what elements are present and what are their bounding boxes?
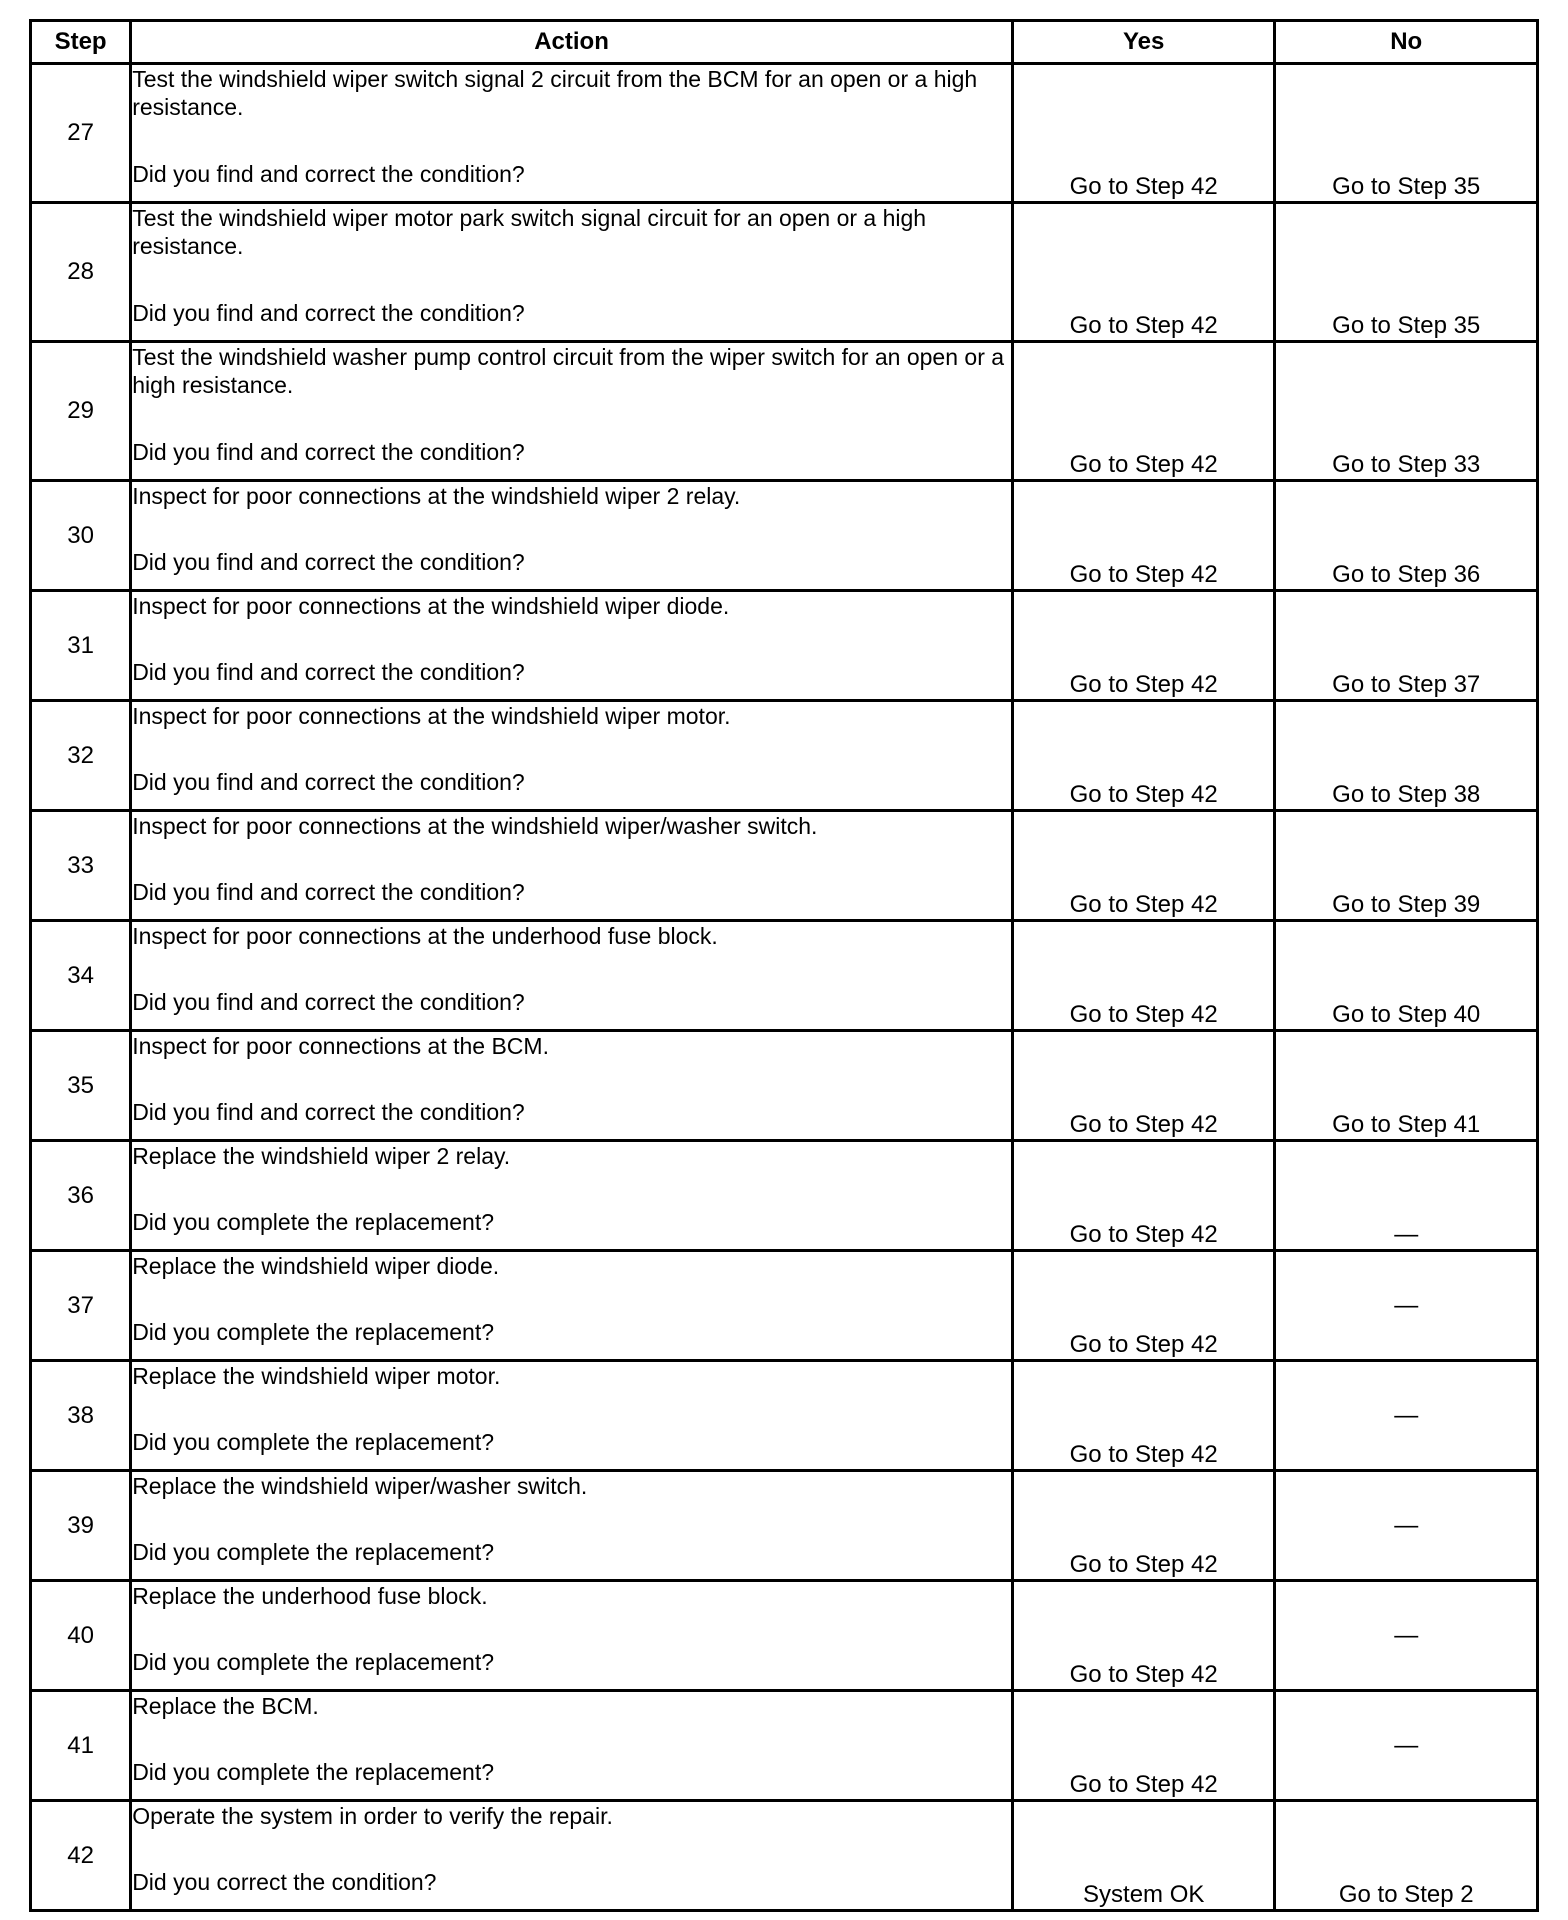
- table-row: [31, 203, 1538, 342]
- action-text: Replace the windshield wiper 2 relay.: [132, 1143, 511, 1169]
- yes-result: Go to Step 42: [1012, 591, 1275, 701]
- action-question: Did you complete the replacement?: [132, 1209, 494, 1235]
- action-question: Did you complete the replacement?: [132, 1319, 494, 1345]
- yes-result: Go to Step 42: [1012, 1691, 1275, 1801]
- table-row: [31, 1031, 1538, 1141]
- action-cell: [131, 1801, 1013, 1911]
- action-text: Inspect for poor connections at the BCM.: [132, 1033, 549, 1059]
- action-text: Test the windshield wiper motor park switch signal circuit for an open or a high resistance.: [132, 205, 927, 259]
- yes-result: Go to Step 42: [1012, 1031, 1275, 1141]
- action-text: Inspect for poor connections at the windshield wiper/washer switch.: [132, 813, 818, 839]
- no-result: —: [1275, 1471, 1538, 1581]
- action-text: Test the windshield washer pump control circuit from the wiper switch for an open or a high resistance.: [132, 344, 1005, 398]
- action-cell: [131, 64, 1013, 203]
- action-question: Did you complete the replacement?: [132, 1759, 494, 1785]
- no-result: Go to Step 35: [1275, 64, 1538, 203]
- step-number: 28: [31, 203, 131, 342]
- action-cell: [131, 1031, 1013, 1141]
- action-question: Did you find and correct the condition?: [132, 1099, 525, 1125]
- table-row: [31, 64, 1538, 203]
- table-row: [31, 811, 1538, 921]
- action-cell: [131, 342, 1013, 481]
- step-number: 38: [31, 1361, 131, 1471]
- yes-result: Go to Step 42: [1012, 203, 1275, 342]
- action-question: Did you find and correct the condition?: [132, 300, 525, 326]
- header-row: [31, 21, 1538, 64]
- yes-result: Go to Step 42: [1012, 64, 1275, 203]
- table-body: [31, 64, 1538, 1911]
- action-question: Did you find and correct the condition?: [132, 989, 525, 1015]
- action-question: Did you find and correct the condition?: [132, 439, 525, 465]
- step-number: 31: [31, 591, 131, 701]
- action-question: Did you complete the replacement?: [132, 1429, 494, 1455]
- header-step: Step: [31, 21, 131, 64]
- action-text: Replace the windshield wiper motor.: [132, 1363, 501, 1389]
- table-row: [31, 921, 1538, 1031]
- action-text: Test the windshield wiper switch signal 2 circuit from the BCM for an open or a high resistance.: [132, 66, 978, 120]
- step-number: 40: [31, 1581, 131, 1691]
- no-result: Go to Step 40: [1275, 921, 1538, 1031]
- no-result: Go to Step 2: [1275, 1801, 1538, 1911]
- action-cell: [131, 591, 1013, 701]
- step-number: 33: [31, 811, 131, 921]
- step-number: 42: [31, 1801, 131, 1911]
- action-question: Did you find and correct the condition?: [132, 769, 525, 795]
- yes-result: Go to Step 42: [1012, 701, 1275, 811]
- no-result: Go to Step 36: [1275, 481, 1538, 591]
- no-result: —: [1275, 1691, 1538, 1801]
- no-result: Go to Step 35: [1275, 203, 1538, 342]
- yes-result: Go to Step 42: [1012, 1141, 1275, 1251]
- action-question: Did you find and correct the condition?: [132, 549, 525, 575]
- action-cell: [131, 1141, 1013, 1251]
- no-result: Go to Step 38: [1275, 701, 1538, 811]
- action-cell: [131, 811, 1013, 921]
- table-row: [31, 1691, 1538, 1801]
- no-result: Go to Step 37: [1275, 591, 1538, 701]
- table-row: [31, 342, 1538, 481]
- action-cell: [131, 701, 1013, 811]
- table-row: [31, 1471, 1538, 1581]
- diagnostic-table: [29, 19, 1539, 1912]
- header-action: Action: [131, 21, 1013, 64]
- yes-result: Go to Step 42: [1012, 1361, 1275, 1471]
- step-number: 34: [31, 921, 131, 1031]
- action-cell: [131, 203, 1013, 342]
- table-row: [31, 1361, 1538, 1471]
- table-row: [31, 591, 1538, 701]
- no-result: —: [1275, 1251, 1538, 1361]
- table-row: [31, 701, 1538, 811]
- action-text: Inspect for poor connections at the windshield wiper diode.: [132, 593, 730, 619]
- step-number: 36: [31, 1141, 131, 1251]
- no-result: —: [1275, 1361, 1538, 1471]
- action-cell: [131, 1691, 1013, 1801]
- action-text: Replace the underhood fuse block.: [132, 1583, 488, 1609]
- no-result: —: [1275, 1141, 1538, 1251]
- action-text: Inspect for poor connections at the underhood fuse block.: [132, 923, 718, 949]
- action-question: Did you correct the condition?: [132, 1869, 437, 1895]
- action-question: Did you find and correct the condition?: [132, 161, 525, 187]
- table-row: [31, 1801, 1538, 1911]
- action-question: Did you complete the replacement?: [132, 1649, 494, 1675]
- action-cell: [131, 1251, 1013, 1361]
- action-text: Inspect for poor connections at the windshield wiper 2 relay.: [132, 483, 741, 509]
- action-cell: [131, 1471, 1013, 1581]
- action-cell: [131, 1361, 1013, 1471]
- yes-result: Go to Step 42: [1012, 342, 1275, 481]
- table-row: [31, 1141, 1538, 1251]
- no-result: —: [1275, 1581, 1538, 1691]
- header-no: No: [1275, 21, 1538, 64]
- header-yes: Yes: [1012, 21, 1275, 64]
- no-result: Go to Step 33: [1275, 342, 1538, 481]
- step-number: 27: [31, 64, 131, 203]
- yes-result: Go to Step 42: [1012, 1581, 1275, 1691]
- action-question: Did you complete the replacement?: [132, 1539, 494, 1565]
- no-result: Go to Step 39: [1275, 811, 1538, 921]
- yes-result: System OK: [1012, 1801, 1275, 1911]
- action-cell: [131, 481, 1013, 591]
- step-number: 41: [31, 1691, 131, 1801]
- step-number: 32: [31, 701, 131, 811]
- yes-result: Go to Step 42: [1012, 481, 1275, 591]
- yes-result: Go to Step 42: [1012, 1471, 1275, 1581]
- table-row: [31, 481, 1538, 591]
- no-result: Go to Step 41: [1275, 1031, 1538, 1141]
- step-number: 35: [31, 1031, 131, 1141]
- action-text: Replace the BCM.: [132, 1693, 319, 1719]
- table-row: [31, 1251, 1538, 1361]
- yes-result: Go to Step 42: [1012, 921, 1275, 1031]
- action-text: Inspect for poor connections at the windshield wiper motor.: [132, 703, 731, 729]
- step-number: 29: [31, 342, 131, 481]
- step-number: 39: [31, 1471, 131, 1581]
- yes-result: Go to Step 42: [1012, 1251, 1275, 1361]
- action-text: Operate the system in order to verify the repair.: [132, 1803, 613, 1829]
- action-text: Replace the windshield wiper diode.: [132, 1253, 500, 1279]
- action-question: Did you find and correct the condition?: [132, 659, 525, 685]
- action-cell: [131, 1581, 1013, 1691]
- action-text: Replace the windshield wiper/washer switch.: [132, 1473, 588, 1499]
- action-cell: [131, 921, 1013, 1031]
- step-number: 30: [31, 481, 131, 591]
- step-number: 37: [31, 1251, 131, 1361]
- yes-result: Go to Step 42: [1012, 811, 1275, 921]
- table-row: [31, 1581, 1538, 1691]
- action-question: Did you find and correct the condition?: [132, 879, 525, 905]
